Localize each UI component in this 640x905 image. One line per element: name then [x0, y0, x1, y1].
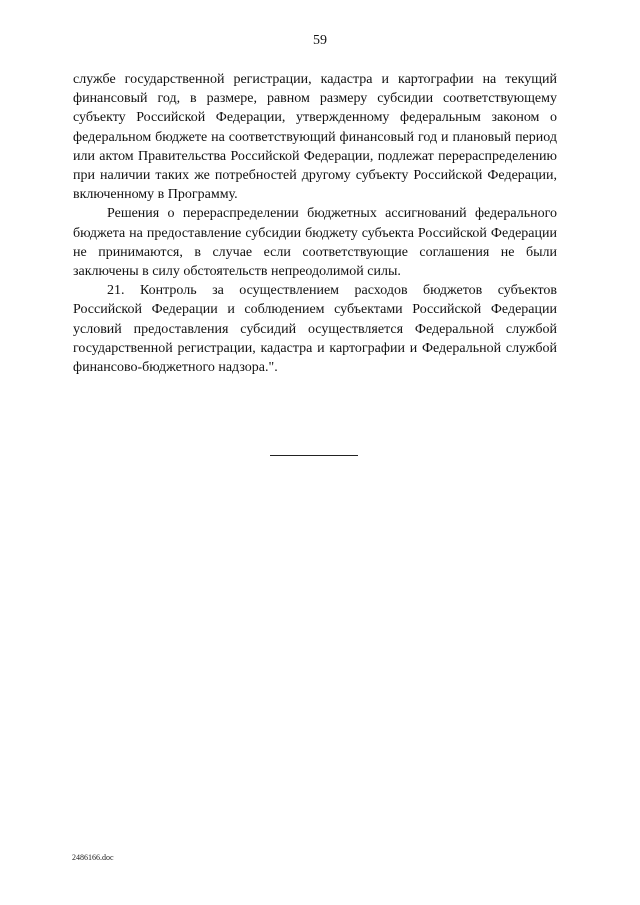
end-of-text-rule	[270, 455, 358, 456]
page-number: 59	[313, 33, 327, 48]
document-body	[73, 70, 557, 377]
paragraph-redistribution-decisions: Решения о перераспределении бюджетных ассигнований федерального бюджета на предоставление субсидии бюджету субъекта Российской Федерации не принимаются, в случае если соответствующие соглашения не были заключены в силу обстоятельств непреодолимой силы.	[73, 206, 557, 280]
paragraph-21-control: 21. Контроль за осуществлением расходов бюджетов субъектов Российской Федерации и соблюдением субъектами Российской Федерации условий предоставления субсидий осуществляется Федеральной службой государственной регистрации, кадастра и картографии и Федеральной службой финансово-бюджетного надзора.".	[73, 283, 557, 376]
document-file-id: 2486166.doc	[72, 853, 114, 862]
paragraph-continuation: службе государственной регистрации, кадастра и картографии на текущий финансовый год, в размере, равном размеру субсидии соответствующему субъекту Российской Федерации, утвержденному федеральным законом о федеральном бюджете на соответствующий финансовый год и плановый период или актом Правительства Российской Федерации, подлежат перераспределению при наличии таких же потребностей другому субъекту Российской Федерации, включенному в Программу.	[73, 72, 557, 203]
